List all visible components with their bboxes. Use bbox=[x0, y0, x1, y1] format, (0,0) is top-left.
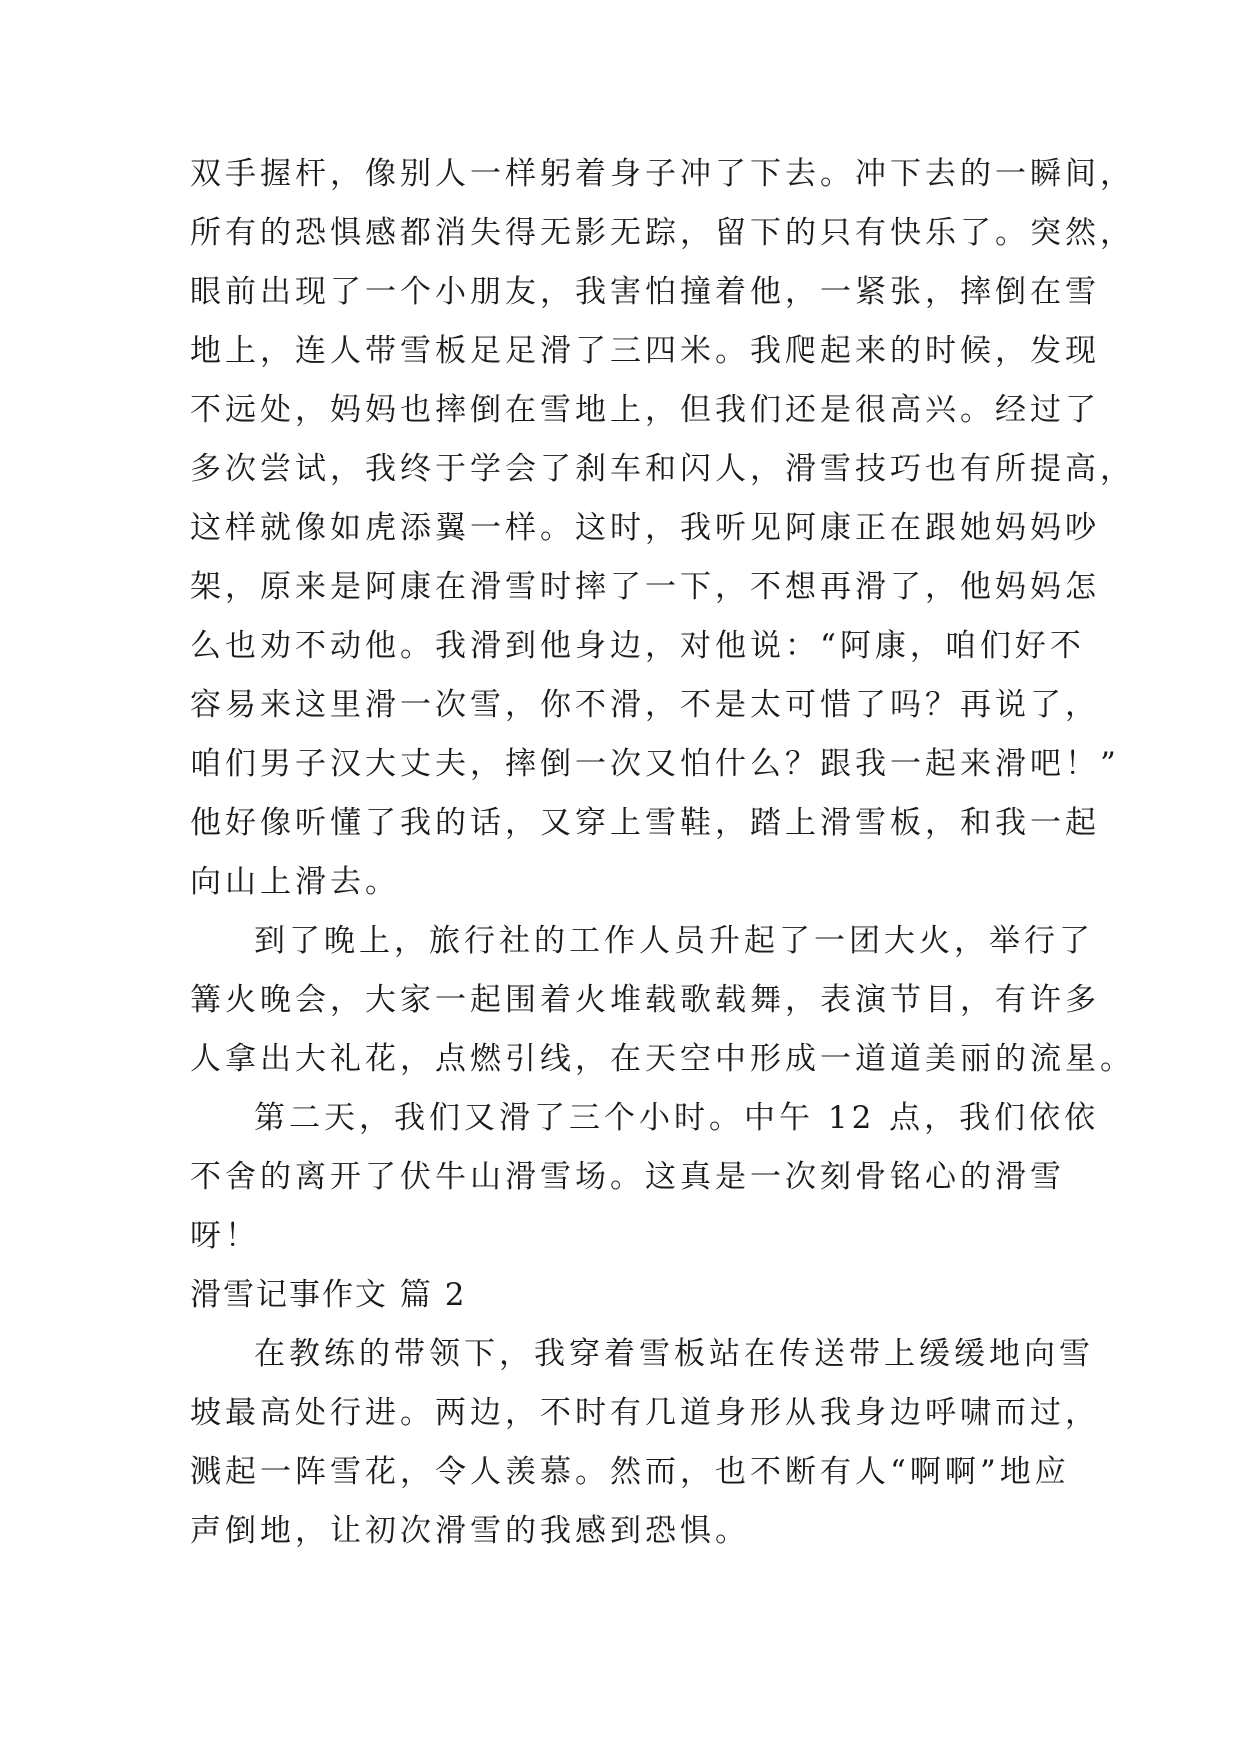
text-line: 不远处，妈妈也摔倒在雪地上，但我们还是很高兴。经过了 bbox=[190, 392, 1100, 428]
text-line: 篝火晚会，大家一起围着火堆载歌载舞，表演节目，有许多 bbox=[190, 982, 1100, 1018]
text-line: 向山上滑去。 bbox=[190, 864, 400, 900]
section-heading: 滑雪记事作文 篇 2 bbox=[190, 1277, 467, 1313]
text-line: 多次尝试，我终于学会了刹车和闪人，滑雪技巧也有所提高， bbox=[190, 451, 1135, 487]
text-line: 声倒地，让初次滑雪的我感到恐惧。 bbox=[190, 1513, 750, 1549]
text-line: 么也劝不动他。我滑到他身边，对他说：“阿康，咱们好不 bbox=[190, 628, 1085, 664]
text-line: 咱们男子汉大丈夫，摔倒一次又怕什么？跟我一起来滑吧！” bbox=[190, 746, 1120, 782]
text-line: 坡最高处行进。两边，不时有几道身形从我身边呼啸而过， bbox=[190, 1395, 1100, 1431]
document-body bbox=[190, 145, 1135, 1561]
paragraph-start-line: 在教练的带领下，我穿着雪板站在传送带上缓缓地向雪 bbox=[254, 1336, 1094, 1372]
text-line: 眼前出现了一个小朋友，我害怕撞着他，一紧张，摔倒在雪 bbox=[190, 274, 1100, 310]
text-line: 容易来这里滑一次雪，你不滑，不是太可惜了吗？再说了， bbox=[190, 687, 1100, 723]
paragraph-start-line: 第二天，我们又滑了三个小时。中午 12 点，我们依依 bbox=[254, 1100, 1100, 1136]
text-line: 地上，连人带雪板足足滑了三四米。我爬起来的时候，发现 bbox=[190, 333, 1100, 369]
text-line: 这样就像如虎添翼一样。这时，我听见阿康正在跟她妈妈吵 bbox=[190, 510, 1100, 546]
text-line: 呀！ bbox=[190, 1218, 260, 1254]
text-line: 他好像听懂了我的话，又穿上雪鞋，踏上滑雪板，和我一起 bbox=[190, 805, 1100, 841]
text-line: 不舍的离开了伏牛山滑雪场。这真是一次刻骨铭心的滑雪 bbox=[190, 1159, 1065, 1195]
text-line: 人拿出大礼花，点燃引线，在天空中形成一道道美丽的流星。 bbox=[190, 1041, 1135, 1077]
text-line: 双手握杆，像别人一样躬着身子冲了下去。冲下去的一瞬间， bbox=[190, 156, 1135, 192]
text-line: 架，原来是阿康在滑雪时摔了一下，不想再滑了，他妈妈怎 bbox=[190, 569, 1100, 605]
paragraph-start-line: 到了晚上，旅行社的工作人员升起了一团大火，举行了 bbox=[254, 923, 1094, 959]
text-line: 溅起一阵雪花，令人羡慕。然而，也不断有人“啊啊”地应 bbox=[190, 1454, 1070, 1490]
text-line: 所有的恐惧感都消失得无影无踪，留下的只有快乐了。突然， bbox=[190, 215, 1135, 251]
